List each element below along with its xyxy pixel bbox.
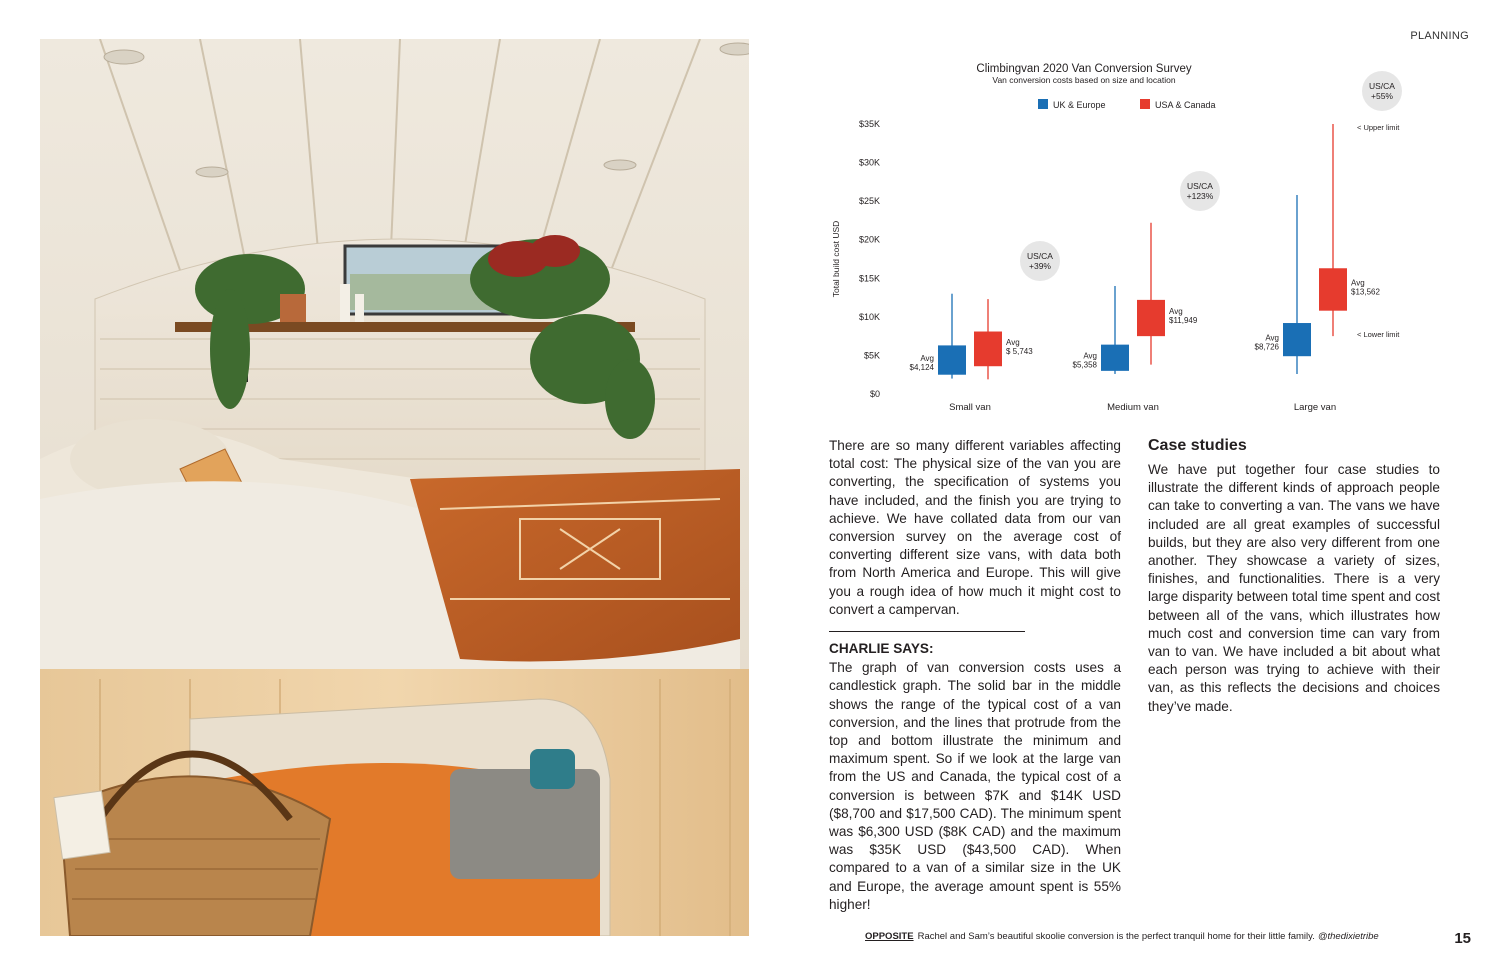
charlie-says-paragraph: The graph of van conversion costs uses a candlestick graph. The solid bar in the middle shows the range of the typical cost of a van conversion, and the lines that protrude from the top and bottom illustrate the minimum and maximum spent. So if we look at the large van from the US and Canada, the typical cost of a conversion is between $7K and $14K USD ($8,700 and $17,500 CAD). The minimum spent was $6,300 USD ($8K CAD) and the maximum was $35K USD ($43,500 CAD). When compared to a van of a similar size in the UK and Europe, the average amount spent is 55% higher! [829,660,1121,912]
avg-label: Avg [1351,278,1365,288]
y-tick-label: $30K [858,157,880,168]
avg-label: Avg [920,354,934,364]
y-tick-label: $10K [858,311,880,322]
right-column [1148,461,1440,716]
y-tick-label: $25K [858,196,880,207]
legend-swatch [1140,99,1150,109]
y-tick-label: $20K [858,234,880,245]
y-tick-label: $0 [869,389,880,399]
avg-value: $5,358 [1072,360,1097,370]
avg-label: Avg [1083,351,1097,361]
badge-line: US/CA [1027,251,1053,261]
van-conversion-chart [820,55,1470,425]
avg-label: Avg [1169,307,1183,317]
badge-line: +123% [1186,191,1214,201]
badge-line: US/CA [1369,81,1395,91]
charlie-says-heading: CHARLIE SAYS: [829,641,934,657]
candle-body [1137,300,1165,336]
chart-title: Climbingvan 2020 Van Conversion Survey [976,63,1192,75]
legend-label: UK & Europe [1053,100,1106,110]
badge-line: US/CA [1187,181,1213,191]
avg-label: Avg [1006,337,1020,347]
avg-value: $ 5,743 [1006,346,1033,356]
y-tick-label: $35K [858,119,880,129]
badge-line: +39% [1029,261,1051,271]
caption-lead: OPPOSITE [865,931,914,942]
candle-body [1319,268,1347,310]
page-number: 15 [1454,930,1471,947]
caption-text: Rachel and Sam’s beautiful skoolie conversion is the perfect tranquil home for their little family. [917,931,1315,942]
chart-subtitle: Van conversion costs based on size and location [992,75,1176,85]
lower-limit-annotation: < Lower limit [1357,330,1400,340]
avg-value: $4,124 [909,363,934,373]
photo-caption [865,931,1379,942]
avg-value: $11,949 [1169,316,1198,326]
candle-body [938,345,966,374]
section-divider [829,631,1025,632]
legend-label: USA & Canada [1155,100,1216,110]
y-axis-label: Total build cost USD [831,220,841,298]
x-tick-label: Small van [949,402,991,413]
left-column [829,437,1121,914]
intro-paragraph: There are so many different variables affecting total cost: The physical size of the van you are converting, the specification of systems you have included, and the finish you are trying to achieve. We have collated data from our van conversion survey on the average cost of converting different size vans, with data both from North America and Europe. This will give you a rough idea of how much it might cost to convert a campervan. [829,438,1121,617]
bedroom-photo-icon [40,39,749,936]
case-studies-heading: Case studies [1148,437,1247,454]
avg-value: $13,562 [1351,287,1380,297]
avg-label: Avg [1265,333,1279,343]
avg-value: $8,726 [1254,342,1279,352]
x-tick-label: Medium van [1107,402,1159,413]
van-interior-photo [40,39,749,936]
y-tick-label: $5K [863,350,880,361]
candle-body [1101,345,1129,371]
x-tick-label: Large van [1293,402,1337,413]
candlestick-chart [820,55,1470,425]
candle-body [1283,323,1311,356]
upper-limit-annotation: < Upper limit [1357,123,1400,132]
case-studies-paragraph: We have put together four case studies to illustrate the different kinds of approach people can take to converting a van. The vans we have included are all great examples of successful builds, but they are also very different from one another. They showcase a variety of sizes, finishes, and functionalities. There is a very large disparity between total time spent and cost between all of the vans, which illustrates how much cost and conversion time can vary from van to van. We have included a bit about what each person was trying to achieve with their van, as this reflects the decisions and choices they’ve made. [1148,462,1440,714]
caption-credit: @thedixietribe [1317,931,1379,942]
running-head: PLANNING [1410,30,1469,42]
candle-body [974,332,1002,367]
legend-swatch [1038,99,1048,109]
badge-line: +55% [1371,91,1393,101]
y-tick-label: $15K [858,273,880,284]
